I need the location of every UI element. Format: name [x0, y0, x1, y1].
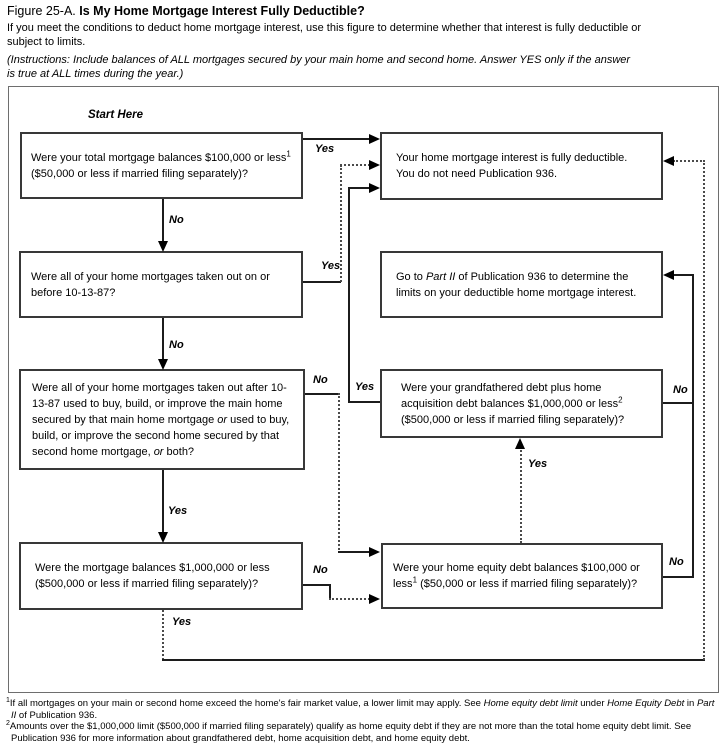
- conn-q4-no-line-h1: [303, 584, 331, 586]
- footnote-1-text2: under: [577, 698, 608, 709]
- conn-grandfathered-no-line: [663, 402, 694, 404]
- conn-home-equity-no-line: [663, 576, 694, 578]
- conn-q4-no-line-h2: [329, 598, 370, 600]
- conn-q3-yes-arrowhead: [158, 532, 168, 543]
- label-grandfathered-yes: Yes: [355, 381, 375, 393]
- footnote-ref-1: 1: [286, 148, 291, 158]
- conn-q2-no-line: [162, 318, 164, 360]
- conn-q3-yes-line: [162, 470, 164, 534]
- conn-part2-entry-line: [673, 274, 694, 276]
- conn-q4-yes-line-v2: [703, 160, 705, 660]
- box-grandfathered-debt-text: Were your grandfathered debt plus home acquisition debt balances $1,000,000 or less: [401, 381, 619, 410]
- conn-q4-yes-arrowhead: [663, 156, 674, 166]
- box-total-mortgage-balances: [20, 132, 303, 199]
- label-q1-yes: Yes: [315, 143, 335, 155]
- conn-q1-no-arrowhead: [158, 241, 168, 252]
- footnote-1-text: If all mortgages on your main or second home exceed the home's fair market value, a lower limit may apply. See: [9, 698, 484, 709]
- conn-q3-no-line-h1: [305, 393, 339, 395]
- footnote-ref-2: 2: [618, 394, 623, 404]
- conn-q3-no-arrowhead: [369, 547, 380, 557]
- conn-no-join-line-v: [692, 274, 694, 578]
- box-buy-build-improve: [19, 369, 305, 470]
- conn-grandfathered-yes-line-h2: [348, 187, 370, 189]
- instructions-line2: is true at ALL times during the year.): [7, 68, 184, 80]
- label-q2-yes: Yes: [321, 260, 341, 272]
- footnote-1-italic-2: Home Equity Debt: [607, 698, 685, 709]
- or-italic-1: or: [217, 413, 228, 426]
- conn-q3-no-line-h2: [338, 551, 370, 553]
- label-q1-no: No: [169, 214, 184, 226]
- label-q3-no: No: [313, 374, 328, 386]
- subtitle-line1: If you meet the conditions to deduct home mortgage interest, use this figure to determine whether that interest is fully deductible or: [7, 22, 642, 34]
- footnote-1-text3: in: [684, 698, 697, 709]
- box-total-mortgage-balances-text: Were your total mortgage balances $100,000 or less: [31, 151, 287, 164]
- box-fully-deductible: [380, 132, 663, 200]
- or-italic-2: or: [153, 445, 164, 458]
- buy-build-improve-text: Were all of your home mortgages taken out after 10-13-87 used to buy, build, or improve the main home secured by that main home mortgage: [32, 381, 287, 426]
- conn-q1-yes-line: [303, 138, 370, 140]
- conn-q2-no-arrowhead: [158, 359, 168, 370]
- label-q3-yes: Yes: [168, 505, 188, 517]
- box-home-equity-debt: [381, 543, 663, 609]
- go-to-part-2-text2: of Publication 936 to determine the limits on your deductible home mortgage interest.: [396, 270, 637, 299]
- instructions-line1: (Instructions: Include balances of ALL mortgages secured by your main home and second home. Answer YES only if the answer: [7, 54, 631, 66]
- box-home-equity-debt-text: Were your home equity debt balances $100,000 or less: [393, 562, 640, 590]
- label-q4-yes: Yes: [172, 616, 192, 628]
- footnote-1-text4: of Publication 936.: [16, 709, 98, 721]
- start-here-label: Start Here: [88, 109, 143, 121]
- footnote-2-sup: 2: [6, 719, 10, 727]
- conn-part2-entry-arrowhead: [663, 270, 674, 280]
- buy-build-improve-text3: both?: [163, 445, 195, 458]
- conn-grandfathered-yes-arrowhead: [369, 183, 380, 193]
- label-grandfathered-no: No: [673, 384, 688, 396]
- conn-q4-yes-line-v1: [162, 610, 164, 660]
- box-grandfathered-debt: [380, 369, 663, 438]
- box-mortgages-before-10-13-87: [19, 251, 303, 318]
- figure-instructions: [7, 53, 667, 81]
- label-q2-no: No: [169, 339, 184, 351]
- go-to-part-2-text: Go to: [396, 270, 426, 283]
- fully-deductible-line2: You do not need Publication 936.: [396, 168, 558, 180]
- conn-q2-yes-line-h1: [303, 281, 341, 283]
- part-2-italic: Part II: [425, 270, 456, 283]
- label-home-equity-no: No: [669, 556, 684, 568]
- footnote-1-sup: 1: [6, 696, 10, 704]
- box-million-balances-text: Were the mortgage balances $1,000,000 or less ($500,000 or less if married filing separately)?: [35, 562, 270, 590]
- figure-label: Figure 25-A.: [7, 4, 76, 18]
- conn-q1-no-line: [162, 199, 164, 242]
- box-million-balances: [19, 542, 303, 610]
- box-total-mortgage-balances-text2: ($50,000 or less if married filing separately)?: [31, 167, 249, 180]
- label-q4-no: No: [313, 564, 328, 576]
- box-home-equity-debt-text2: ($50,000 or less if married filing separately)?: [420, 578, 638, 590]
- footnote-ref-1b: 1: [412, 575, 418, 585]
- conn-grandfathered-yes-line-v: [348, 187, 350, 402]
- footnote-2-text: Amounts over the $1,000,000 limit ($500,000 if married filing separately) qualify as home equity debt if they are not more than the total home equity debt limit. See Publication 936 for more information about grandfathered debt, home acquisition debt, and home equity debt.: [9, 721, 692, 744]
- box-mortgages-before-10-13-87-text: Were all of your home mortgages taken out on or before 10-13-87?: [31, 270, 270, 299]
- footnotes: [3, 698, 722, 744]
- figure-title: Is My Home Mortgage Interest Fully Deductible?: [79, 4, 365, 18]
- footnote-1-italic-3: Part II: [11, 698, 715, 721]
- label-home-equity-yes: Yes: [528, 458, 548, 470]
- subtitle-line2: subject to limits.: [7, 36, 86, 48]
- footnote-2: [3, 721, 722, 744]
- figure-subtitle: [7, 21, 723, 49]
- conn-q4-no-line-v: [329, 584, 331, 599]
- box-grandfathered-debt-text2: ($500,000 or less if married filing separately)?: [401, 413, 625, 426]
- conn-q4-yes-line-h1: [162, 659, 705, 661]
- conn-q3-no-line-v: [338, 393, 340, 553]
- footnote-1-italic-1: Home equity debt limit: [483, 698, 578, 709]
- conn-q2-yes-line-h2: [340, 164, 370, 166]
- conn-home-equity-yes-line: [520, 447, 522, 543]
- buy-build-improve-text2: used to buy, build, or improve the second home secured by that second home mortgage,: [32, 413, 290, 458]
- page-title: [7, 4, 365, 18]
- box-go-to-part-2: [380, 251, 663, 318]
- conn-q4-no-arrowhead: [369, 594, 380, 604]
- fully-deductible-line1: Your home mortgage interest is fully deductible.: [396, 152, 628, 164]
- conn-grandfathered-yes-line-h1: [348, 401, 380, 403]
- conn-q4-yes-line-h2: [673, 160, 705, 162]
- footnote-1: [3, 698, 722, 721]
- conn-q2-yes-arrowhead: [369, 160, 380, 170]
- conn-q2-yes-line-v: [340, 165, 342, 282]
- conn-home-equity-yes-arrowhead: [515, 438, 525, 449]
- conn-q1-yes-arrowhead: [369, 134, 380, 144]
